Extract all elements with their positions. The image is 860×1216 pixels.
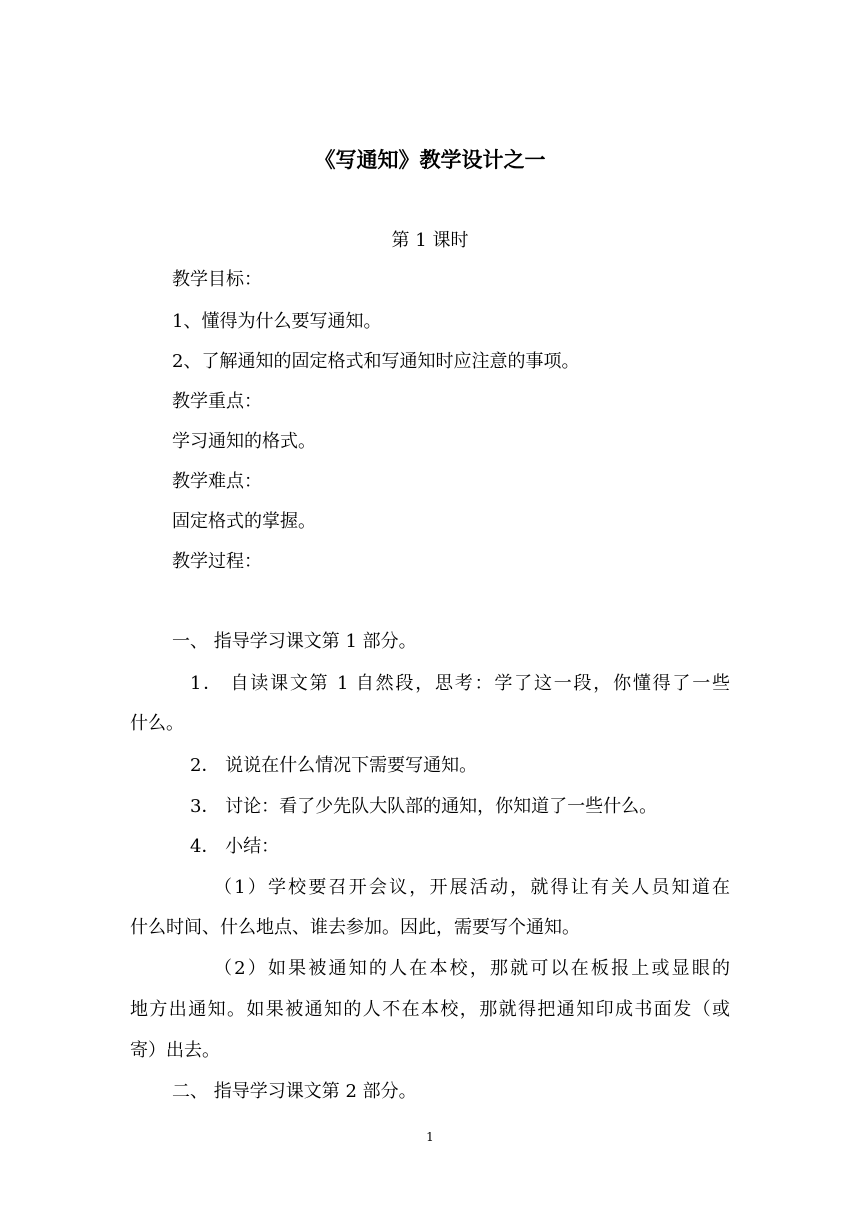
step-1-continuation: 什么。 [130, 713, 184, 734]
summary-2-text: （2）如果被通知的人在本校，那就可以在板报上或显眼的 [214, 958, 730, 979]
step-1-text: 1． 自读课文第 1 自然段，思考：学了这一段，你懂得了一些 [190, 673, 730, 694]
key-points-text: 学习通知的格式。 [172, 431, 316, 452]
summary-2-continuation-1: 地方出通知。如果被通知的人不在本校，那就得把通知印成书面发（或 [130, 999, 730, 1020]
lesson-heading: 第 1 课时 [391, 230, 469, 251]
objectives-heading: 教学目标： [172, 269, 262, 290]
difficulty-text: 固定格式的掌握。 [172, 511, 316, 532]
objective-item-2: 2、了解通知的固定格式和写通知时应注意的事项。 [172, 351, 580, 372]
process-heading: 教学过程： [172, 551, 262, 572]
section-two-heading: 二、 指导学习课文第 2 部分。 [172, 1081, 417, 1102]
key-points-heading: 教学重点： [172, 391, 262, 412]
summary-1-continuation: 什么时间、什么地点、谁去参加。因此，需要写个通知。 [130, 917, 580, 938]
summary-2-continuation-2: 寄）出去。 [130, 1040, 220, 1061]
page-number: 1 [426, 1130, 434, 1144]
summary-1-text: （1）学校要召开会议，开展活动，就得让有关人员知道在 [214, 877, 730, 898]
step-2-text: 2． 说说在什么情况下需要写通知。 [190, 755, 478, 776]
objective-item-1: 1、懂得为什么要写通知。 [172, 311, 382, 332]
section-one-heading: 一、 指导学习课文第 1 部分。 [172, 631, 417, 652]
step-3-text: 3． 讨论：看了少先队大队部的通知，你知道了一些什么。 [190, 796, 658, 817]
difficulty-heading: 教学难点： [172, 471, 262, 492]
document-title: 《写通知》教学设计之一 [314, 148, 546, 172]
step-4-text: 4． 小结： [190, 836, 280, 857]
